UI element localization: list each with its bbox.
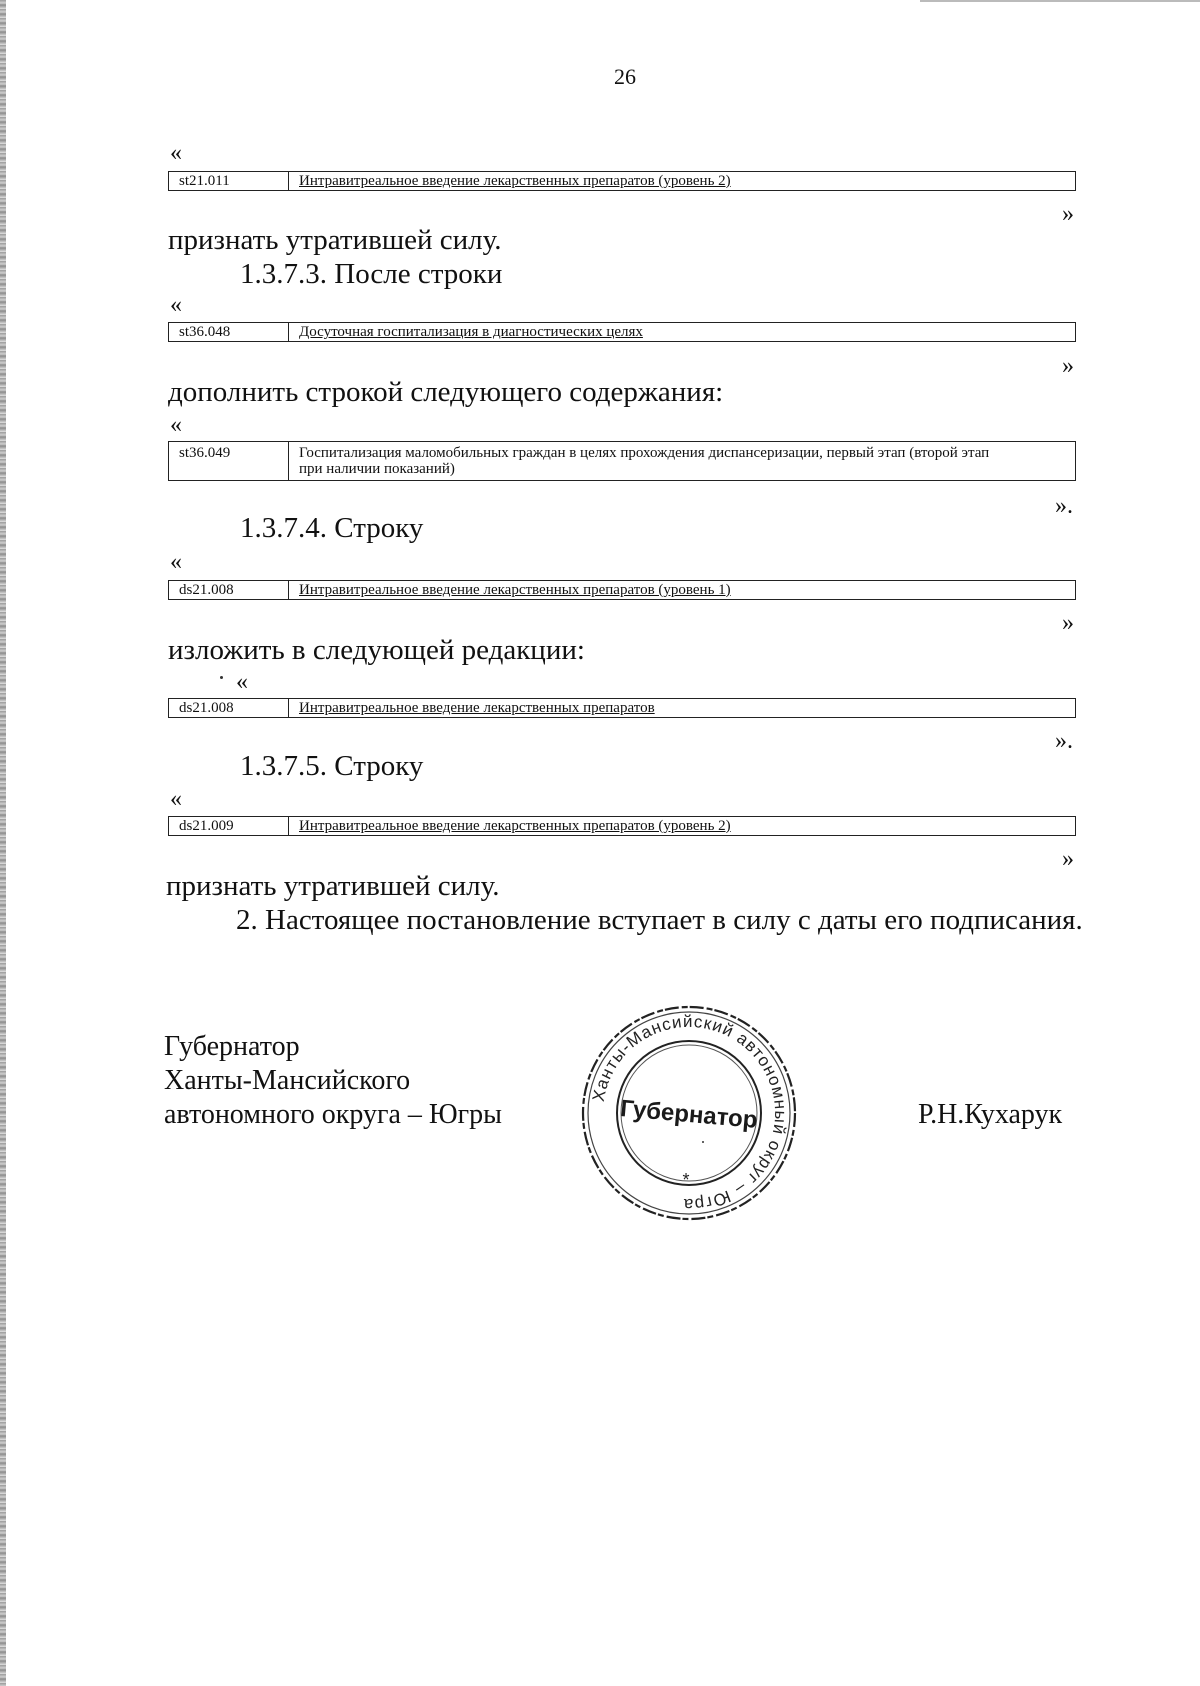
- description-line: Госпитализация маломобильных граждан в целях прохождения диспансеризации, первый этап (второй этап: [299, 445, 990, 461]
- code-cell: ds21.008: [169, 699, 289, 717]
- code-cell: st21.011: [169, 172, 289, 190]
- code-cell: st36.049: [169, 442, 289, 480]
- signatory-line: автономного округа – Югры: [164, 1099, 502, 1130]
- open-quote: «: [170, 292, 182, 318]
- signatory-title: [164, 1030, 502, 1132]
- code-table-row: [168, 698, 1076, 718]
- paragraph: 2. Настоящее постановление вступает в силу с даты его подписания.: [236, 904, 1083, 936]
- description-cell: [289, 442, 1075, 480]
- description-cell: Интравитреальное введение лекарственных препаратов (уровень 1): [299, 582, 731, 598]
- close-quote: »: [1062, 846, 1074, 872]
- close-quote: »: [1062, 201, 1074, 227]
- svg-text:*: *: [682, 1170, 690, 1190]
- top-rule: [920, 0, 1200, 2]
- svg-text:Губернатор: Губернатор: [619, 1095, 759, 1134]
- open-quote: «: [236, 669, 248, 695]
- section-heading: 1.3.7.3. После строки: [240, 258, 503, 290]
- close-quote: »: [1062, 610, 1074, 636]
- paragraph: признать утратившей силу.: [166, 870, 500, 902]
- close-quote: »: [1062, 353, 1074, 379]
- code-table-row: [168, 580, 1076, 600]
- code-cell: ds21.008: [169, 581, 289, 599]
- paragraph: дополнить строкой следующего содержания:: [168, 376, 724, 408]
- scan-edge: [0, 0, 6, 1686]
- section-heading: 1.3.7.4. Строку: [240, 512, 424, 544]
- code-table-row: [168, 441, 1076, 481]
- scan-speck: [220, 676, 223, 679]
- signatory-name: Р.Н.Кухарук: [918, 1099, 1063, 1130]
- code-table-row: [168, 171, 1076, 191]
- open-quote: «: [170, 786, 182, 812]
- code-table-row: [168, 322, 1076, 342]
- code-cell: st36.048: [169, 323, 289, 341]
- signatory-line: Губернатор: [164, 1031, 300, 1062]
- description-cell: Интравитреальное введение лекарственных препаратов: [299, 700, 655, 716]
- description-cell: Интравитреальное введение лекарственных препаратов (уровень 2): [299, 173, 731, 189]
- open-quote: «: [170, 412, 182, 438]
- section-heading: 1.3.7.5. Строку: [240, 750, 424, 782]
- open-quote: «: [170, 140, 182, 166]
- paragraph: изложить в следующей редакции:: [168, 634, 585, 666]
- description-cell: Интравитреальное введение лекарственных препаратов (уровень 2): [299, 818, 731, 834]
- page-number: 26: [614, 64, 636, 89]
- paragraph: признать утратившей силу.: [168, 224, 502, 256]
- signatory-line: Ханты-Мансийского: [164, 1065, 411, 1096]
- description-line: при наличии показаний): [299, 461, 455, 477]
- svg-text:Ханты-Мансийский автономный ок: Ханты-Мансийский автономный округ – Югра: [588, 1011, 791, 1215]
- scan-speck: [702, 1141, 704, 1143]
- open-quote: «: [170, 549, 182, 575]
- code-table-row: [168, 816, 1076, 836]
- description-cell: Досуточная госпитализация в диагностических целях: [299, 324, 643, 340]
- official-stamp-icon: [576, 1000, 802, 1226]
- close-quote-period: ».: [1055, 493, 1073, 519]
- close-quote-period: ».: [1055, 728, 1073, 754]
- code-cell: ds21.009: [169, 817, 289, 835]
